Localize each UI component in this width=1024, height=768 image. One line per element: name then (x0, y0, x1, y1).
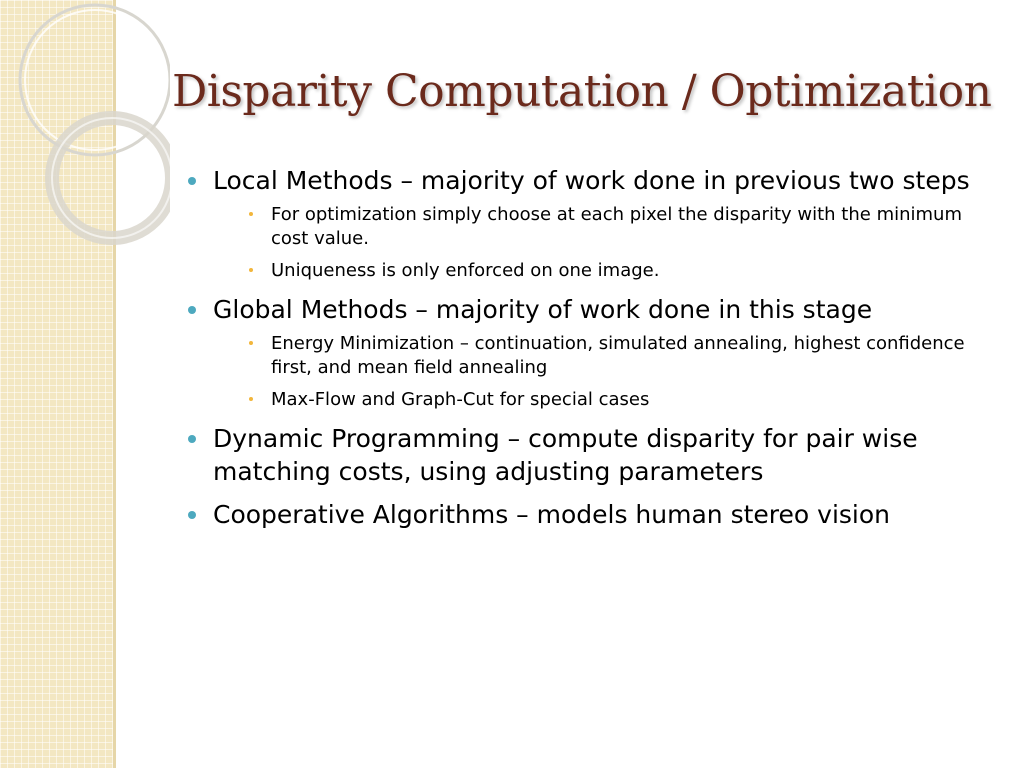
bullet-dot-icon (188, 306, 196, 314)
sub-bullet-dot-icon (249, 397, 253, 401)
sub-bullet-text: Energy Minimization – continuation, simulated annealing, highest confidence first, and mean field annealing (271, 333, 965, 378)
sub-bullet-item (247, 203, 988, 251)
bullet-text: Cooperative Algorithms – models human stereo vision (213, 500, 891, 529)
bullet-item (188, 498, 988, 531)
sub-bullet-item (247, 332, 988, 380)
bullet-text: Dynamic Programming – compute disparity for pair wise matching costs, using adjusting parameters (213, 424, 918, 486)
bullet-dot-icon (188, 511, 196, 519)
slide-body (188, 164, 988, 541)
bullet-item (188, 422, 988, 488)
bullet-dot-icon (188, 177, 196, 185)
sub-bullet-dot-icon (249, 268, 253, 272)
bullet-list (188, 164, 988, 531)
concentric-circles-decoration-icon (0, 0, 170, 260)
bullet-text: Global Methods – majority of work done in this stage (213, 295, 873, 324)
sub-bullet-text: For optimization simply choose at each pixel the disparity with the minimum cost value. (271, 204, 962, 249)
sub-bullet-list (247, 203, 988, 283)
sub-bullet-list (247, 332, 988, 412)
bullet-item (188, 164, 988, 283)
bullet-text: Local Methods – majority of work done in previous two steps (213, 166, 970, 195)
sub-bullet-text: Max-Flow and Graph-Cut for special cases (271, 389, 650, 410)
sub-bullet-dot-icon (249, 341, 253, 345)
sub-bullet-dot-icon (249, 212, 253, 216)
sub-bullet-text: Uniqueness is only enforced on one image. (271, 260, 660, 281)
bullet-dot-icon (188, 435, 196, 443)
sub-bullet-item (247, 259, 988, 283)
bullet-item (188, 293, 988, 412)
sub-bullet-item (247, 388, 988, 412)
slide-title: Disparity Computation / Optimization (172, 66, 992, 117)
